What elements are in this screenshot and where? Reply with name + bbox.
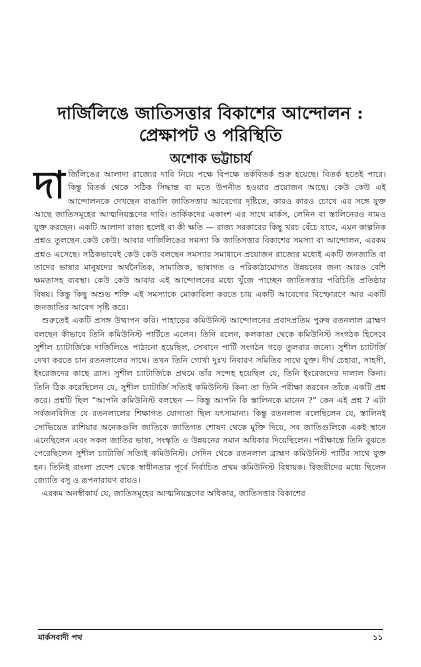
paragraph-1 [34, 162, 386, 314]
paragraph-1-text: র্জিলিঙের আলাদা রাজ্যের দাবি নিয়ে পক্ষে বিপক্ষে তর্কবিতর্ক শুরু হয়েছে। বিতর্ক হতেই পারে। কিন্তু বিতর্ক থেকে সঠিক সিদ্ধান্ত বা মতে উপনীত হওয়ার প্রয়োজন আছে। কেউ কেউ এই আন্দোলনকে দেখছেন বাঙালি জাতিসত্তার আবেগের দৃষ্টিতে, কারও কারও চোখে এর সঙ্গে যুক্ত আছে জাতিসমূহের আত্মনিয়ন্ত্রণের দাবি। তার্কিকদের একাংশ এর সাথে মার্কস, লেনিন বা স্তালিনেরও নামও যুক্ত করছেন। একটি আলাদা রাজ্য হলেই বা কী ক্ষতি — রাজ্য সরকারের কিছু খরচ বেঁচে যাবে, এমন কাল্পনিক প্রশ্নও তুলছেন কেউ কেউ। আবার দার্জিলিঙের সমস্যা কি জাতিসত্তার বিকাশের সমস্যা বা আন্দোলন, এরকম প্রশ্নও এসেছে। সঠিকভাবেই কেউ কেউ বলছেন সমস্যার সমাধানে প্রয়োজন রাজ্যের মধ্যেই একটি জনজাতি বা তাদের ভাষার মানুষদের অর্থনৈতিক, সামাজিক, ভাষাগত ও পরিকাঠামোগত উন্নয়নের জন্য আরও বেশি ক্ষমতাসহ ব্যবস্থা। কেউ কেউ আবার এই আন্দোলনের মধ্যে খুঁজে পাচ্ছেন জাতিসত্তার পরিচিতি প্রতিষ্ঠার বিষয়। কিন্তু কিছু অশুভ শক্তি এই সমস্যাকে মোকাবিলা করতে চায় একটি আবেগের বিস্ফোরণে আর একটি জনজাতির আবেগ সৃষ্টি করে। [34, 169, 386, 312]
article-subtitle: প্রেক্ষাপট ও পরিস্থিতি [139, 126, 282, 146]
article-title: দার্জিলিঙে জাতিসত্তার বিকাশের আন্দোলন : [57, 104, 364, 124]
journal-name: মার্কসবাদী পথ [38, 632, 83, 642]
page-footer [38, 629, 383, 642]
article-body [34, 162, 386, 500]
paragraph-2: শুরুতেই একটি প্রসঙ্গ উত্থাপন করি। পাহাড়ের কমিউনিস্ট আন্দোলনের প্রবাদপ্রতিম পুরুষ রতনলাল ব্রাহ্মণ বলছেন কীভাবে তিনি কমিউনিস্ট পার্টিতে এলেন। তিনি বলেন, কলকাতা থেকে কমিউনিস্ট সংগঠক হিসেবে সুশীল চ্যাটার্জিকে দার্জিলিঙে পাঠানো হয়েছিল, সেখানে পার্টি সংগঠন গড়ে তুলবার জন্যে। সুশীল চ্যাটার্জি দেখা করতে চান রতনলালের সাথে। তখন তিনি গোর্খা দুঃখ নিবারণ সমিতির সাথে যুক্ত। দীর্ঘ চেহারা, সাহসী, ইংরেজদের কাছে ত্রাস। সুশীল চ্যাটার্জিকে প্রথমে তাঁর সন্দেহ হয়েছিল যে, তিনি ইংরেজদের দালাল কিনা। তিনি ঠিক করেছিলেন যে, সুশীল চ্যাটার্জি সত্যিই কমিউনিস্ট কিনা তা তিনি পরীক্ষা করবেন তাঁকে একটি প্রশ্ন করে। প্রশ্নটি ছিল “আপনি কমিউনিস্ট বলছেন — কিন্তু আপনি কি স্তালিনকে মানেন ?” কেন এই প্রশ্ন ? এটা সর্বজনবিদিত যে রতনলালের শিক্ষাগত যোগ্যতা ছিল যৎসামান্য। কিন্তু রতনলাল বলেছিলেন যে, স্তালিনই সোভিয়েত রাশিয়ার অনেকগুলি জাতিকে জাতিগত শোষণ থেকে মুক্তি দিয়ে, সব জাতিগুলিকে একই স্থানে এনেছিলেন এবং সকল জাতির ভাষা, সংস্কৃতি ও উন্নয়নের সমান অধিকার দিয়েছিলেন। পরীক্ষান্তে তিনি বুঝতে পেরেছিলেন সুশীল চ্যাটার্জি সত্যিই কমিউনিস্ট। সেদিন থেকে রতনলাল ব্রাহ্মণ কমিউনিস্ট পার্টির সাথে যুক্ত হন। তিনিই বাংলা প্রদেশ থেকে স্বাধীনতার পূর্বে নির্বাচিত প্রথম কমিউনিস্ট বিধায়ক। বিজয়ীদের মধ্যে ছিলেন জ্যোতি বসু ও রূপনারায়ণ রায়ও। [34, 315, 386, 485]
page-number: ১১ [372, 632, 383, 642]
paragraph-3: এরকম অনস্বীকার্য যে, জাতিসমূহের আত্মনিয়ন্ত্রণের অধিকার, জাতিসত্তার বিকাশের [42, 488, 306, 499]
article-author: অশোক ভট্টাচার্য [169, 152, 252, 167]
drop-cap: দা [34, 162, 65, 207]
